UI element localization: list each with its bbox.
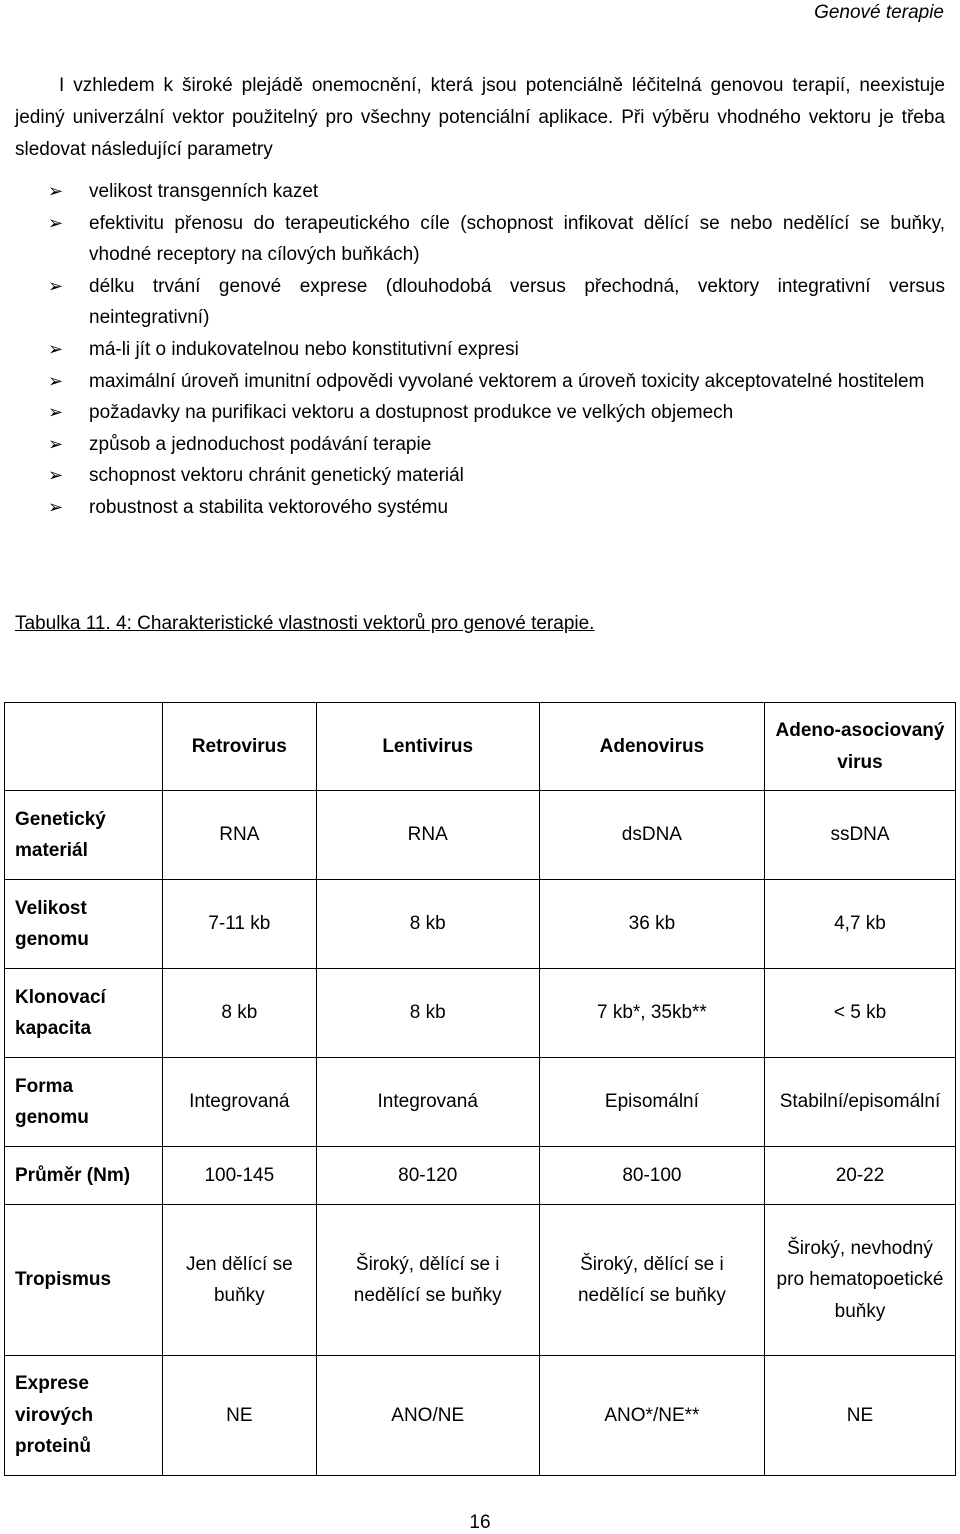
intro-paragraph bbox=[15, 70, 945, 166]
table-cell: Široký, dělící se i nedělící se buňky bbox=[539, 1205, 764, 1356]
vector-properties-table bbox=[4, 702, 956, 1476]
running-header: Genové terapie bbox=[814, 2, 944, 23]
table-row bbox=[5, 880, 956, 969]
column-header-adenovirus: Adenovirus bbox=[539, 703, 764, 791]
list-item-text: má-li jít o indukovatelnou nebo konstitutivní expresi bbox=[89, 338, 519, 360]
list-item bbox=[15, 429, 945, 461]
table-cell: 100-145 bbox=[163, 1147, 317, 1205]
row-header: Genetický materiál bbox=[5, 791, 163, 880]
list-item bbox=[15, 271, 945, 334]
arrow-bullet-icon: ➢ bbox=[48, 433, 64, 454]
list-item bbox=[15, 460, 945, 492]
table-cell: Jen dělící se buňky bbox=[163, 1205, 317, 1356]
row-header: Forma genomu bbox=[5, 1058, 163, 1147]
list-item-text: délku trvání genové exprese (dlouhodobá versus přechodná, vektory integrativní versus neintegrativní) bbox=[89, 275, 945, 329]
list-item bbox=[15, 334, 945, 366]
parameter-list bbox=[15, 176, 945, 524]
table-cell: 36 kb bbox=[539, 880, 764, 969]
arrow-bullet-icon: ➢ bbox=[48, 275, 64, 296]
table-corner-cell bbox=[5, 703, 163, 791]
column-header-lentivirus: Lentivirus bbox=[316, 703, 539, 791]
table-header-row bbox=[5, 703, 956, 791]
table-row bbox=[5, 1205, 956, 1356]
table-cell: Episomální bbox=[539, 1058, 764, 1147]
row-header: Klonovací kapacita bbox=[5, 969, 163, 1058]
column-header-aav: Adeno-asociovaný virus bbox=[765, 703, 956, 791]
list-item-text: efektivitu přenosu do terapeutického cíle (schopnost infikovat dělící se nebo nedělící se buňky, vhodné receptory na cílových buňkách) bbox=[89, 212, 945, 266]
list-item-text: způsob a jednoduchost podávání terapie bbox=[89, 433, 432, 455]
table-cell: NE bbox=[163, 1356, 317, 1476]
table-cell: Integrovaná bbox=[163, 1058, 317, 1147]
arrow-bullet-icon: ➢ bbox=[48, 181, 64, 201]
table-cell: Integrovaná bbox=[316, 1058, 539, 1147]
intro-text: I vzhledem k široké plejádě onemocnění, která jsou potenciálně léčitelná genovou terapií, neexistuje jediný univerzální vektor použitelný pro všechny potenciální aplikace. Při výběru vhodného vektoru je třeba sledovat následující parametry bbox=[15, 75, 945, 160]
list-item bbox=[15, 492, 945, 524]
table-cell: dsDNA bbox=[539, 791, 764, 880]
table-cell: ssDNA bbox=[765, 791, 956, 880]
list-item bbox=[15, 366, 945, 398]
arrow-bullet-icon: ➢ bbox=[48, 370, 64, 391]
table-row bbox=[5, 1147, 956, 1205]
list-item-text: maximální úroveň imunitní odpovědi vyvolané vektorem a úroveň toxicity akceptovatelné hostitelem bbox=[89, 370, 925, 392]
table-cell: Široký, dělící se i nedělící se buňky bbox=[316, 1205, 539, 1356]
table-cell: 7-11 kb bbox=[163, 880, 317, 969]
arrow-bullet-icon: ➢ bbox=[48, 338, 64, 359]
row-header: Velikost genomu bbox=[5, 880, 163, 969]
list-item-text: velikost transgenních kazet bbox=[89, 181, 319, 202]
arrow-bullet-icon: ➢ bbox=[48, 402, 64, 423]
table-cell: 7 kb*, 35kb** bbox=[539, 969, 764, 1058]
table-cell: NE bbox=[765, 1356, 956, 1476]
table-cell: 80-120 bbox=[316, 1147, 539, 1205]
table-cell: < 5 kb bbox=[765, 969, 956, 1058]
list-item bbox=[15, 397, 945, 429]
table-cell: 8 kb bbox=[316, 880, 539, 969]
table-cell: 8 kb bbox=[316, 969, 539, 1058]
list-item bbox=[15, 176, 945, 208]
arrow-bullet-icon: ➢ bbox=[48, 465, 64, 486]
table-cell: ANO/NE bbox=[316, 1356, 539, 1476]
table-cell: 80-100 bbox=[539, 1147, 764, 1205]
list-item-text: robustnost a stabilita vektorového systému bbox=[89, 496, 449, 518]
table-row bbox=[5, 1356, 956, 1476]
arrow-bullet-icon: ➢ bbox=[48, 212, 64, 233]
list-item-text: schopnost vektoru chránit genetický materiál bbox=[89, 465, 464, 487]
table-cell: 20-22 bbox=[765, 1147, 956, 1205]
column-header-retrovirus: Retrovirus bbox=[163, 703, 317, 791]
arrow-bullet-icon: ➢ bbox=[48, 496, 64, 517]
table-cell: ANO*/NE** bbox=[539, 1356, 764, 1476]
page-number: 16 bbox=[469, 1512, 491, 1533]
row-header: Exprese virových proteinů bbox=[5, 1356, 163, 1476]
list-item-text: požadavky na purifikaci vektoru a dostupnost produkce ve velkých objemech bbox=[89, 402, 734, 424]
table-cell: 8 kb bbox=[163, 969, 317, 1058]
table-cell: Široký, nevhodný pro hematopoetické buňky bbox=[765, 1205, 956, 1356]
list-item bbox=[15, 208, 945, 271]
table-caption: Tabulka 11. 4: Charakteristické vlastnosti vektorů pro genové terapie. bbox=[15, 613, 595, 634]
table-cell: 4,7 kb bbox=[765, 880, 956, 969]
table-row bbox=[5, 791, 956, 880]
row-header: Průměr (Nm) bbox=[5, 1147, 163, 1205]
table-row bbox=[5, 969, 956, 1058]
table-row bbox=[5, 1058, 956, 1147]
row-header: Tropismus bbox=[5, 1205, 163, 1356]
table-cell: RNA bbox=[163, 791, 317, 880]
table-cell: RNA bbox=[316, 791, 539, 880]
table-cell: Stabilní/episomální bbox=[765, 1058, 956, 1147]
